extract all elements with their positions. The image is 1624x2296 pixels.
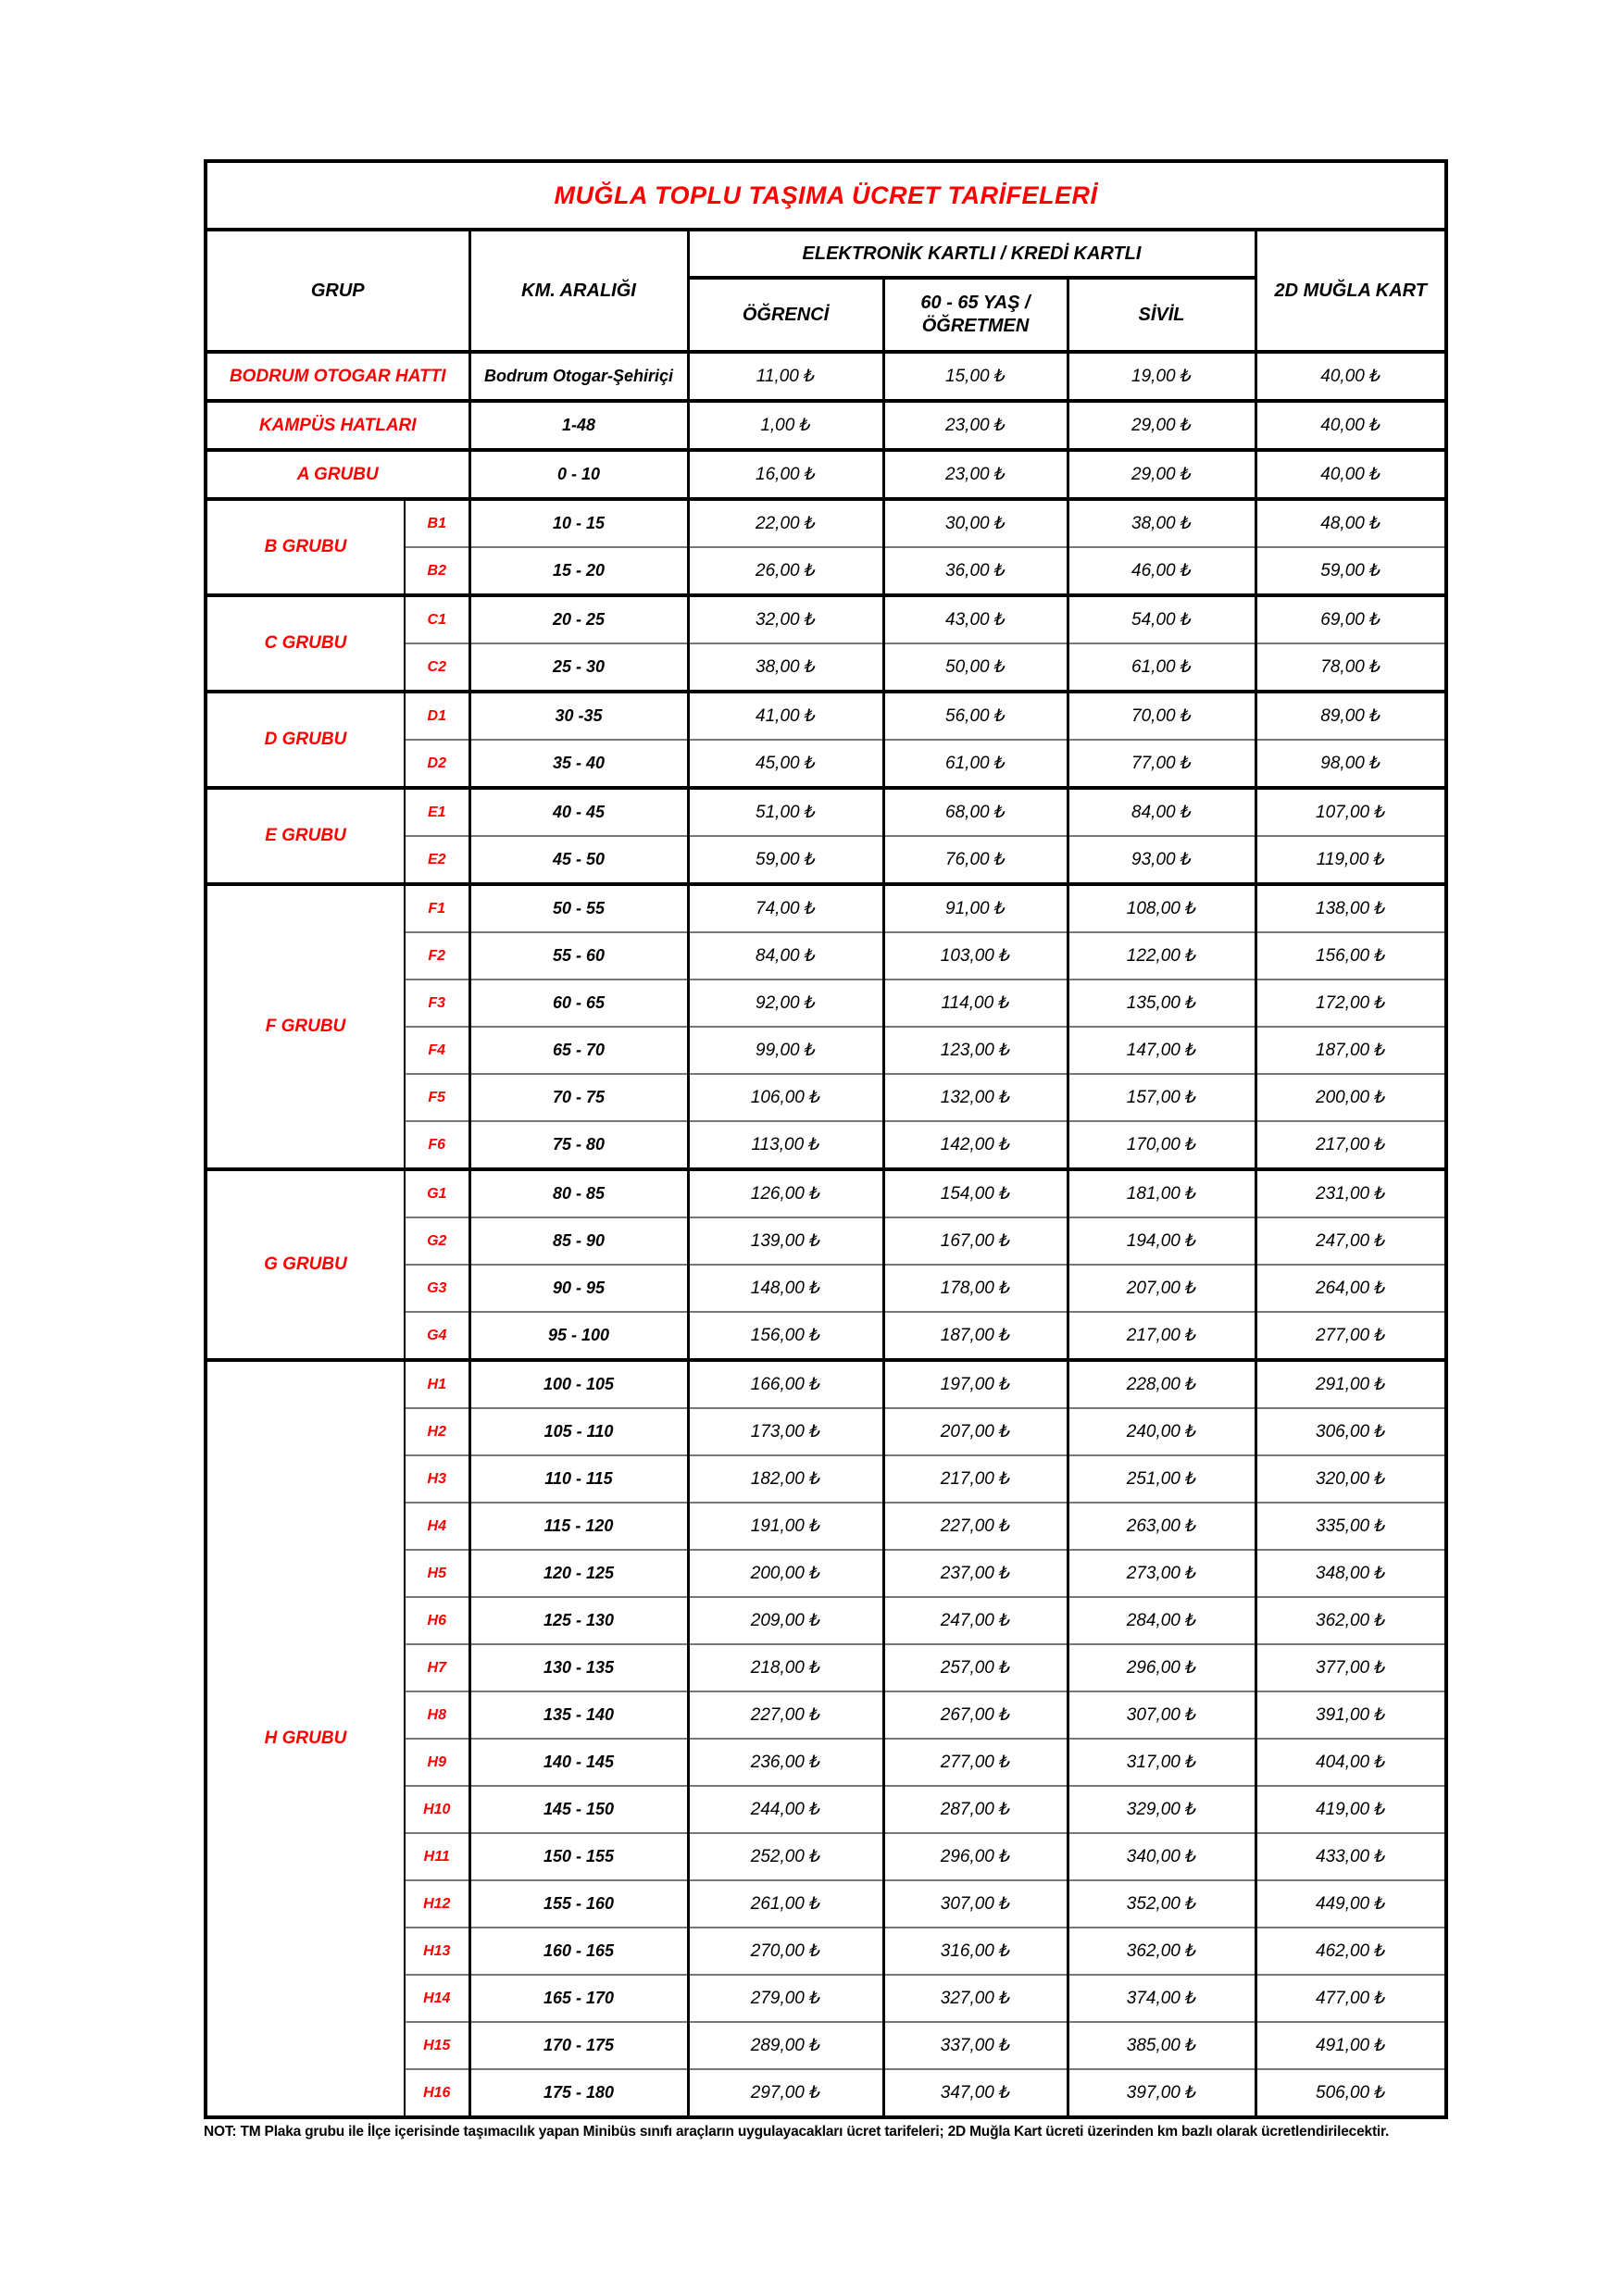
fare-mugla-kart-cell: 320,00 ₺: [1255, 1455, 1446, 1503]
fare-yas-ogretmen-cell: 36,00 ₺: [883, 547, 1068, 595]
group-code-cell: G2: [405, 1217, 469, 1265]
group-label-cell: D GRUBU: [206, 692, 405, 788]
fare-sivil-cell: 307,00 ₺: [1068, 1691, 1255, 1739]
fare-yas-ogretmen-cell: 187,00 ₺: [883, 1312, 1068, 1360]
group-code-cell: H14: [405, 1975, 469, 2022]
group-code-cell: H12: [405, 1880, 469, 1928]
fare-ogrenci-cell: 139,00 ₺: [688, 1217, 883, 1265]
fare-sivil-cell: 84,00 ₺: [1068, 788, 1255, 836]
fare-ogrenci-cell: 16,00 ₺: [688, 450, 883, 499]
km-range-cell: 130 - 135: [469, 1644, 688, 1691]
fare-sivil-cell: 194,00 ₺: [1068, 1217, 1255, 1265]
fare-sivil-cell: 273,00 ₺: [1068, 1550, 1255, 1597]
fare-mugla-kart-cell: 377,00 ₺: [1255, 1644, 1446, 1691]
fare-mugla-kart-cell: 335,00 ₺: [1255, 1503, 1446, 1550]
fare-sivil-cell: 70,00 ₺: [1068, 692, 1255, 740]
fare-ogrenci-cell: 51,00 ₺: [688, 788, 883, 836]
km-range-cell: 85 - 90: [469, 1217, 688, 1265]
km-range-cell: 165 - 170: [469, 1975, 688, 2022]
fare-mugla-kart-cell: 48,00 ₺: [1255, 499, 1446, 547]
fare-yas-ogretmen-cell: 114,00 ₺: [883, 980, 1068, 1027]
km-range-cell: 110 - 115: [469, 1455, 688, 1503]
fare-yas-ogretmen-cell: 167,00 ₺: [883, 1217, 1068, 1265]
km-range-cell: 55 - 60: [469, 932, 688, 980]
fare-mugla-kart-cell: 491,00 ₺: [1255, 2022, 1446, 2069]
fare-sivil-cell: 108,00 ₺: [1068, 884, 1255, 932]
group-code-cell: G3: [405, 1265, 469, 1312]
fare-yas-ogretmen-cell: 337,00 ₺: [883, 2022, 1068, 2069]
fare-sivil-cell: 374,00 ₺: [1068, 1975, 1255, 2022]
fare-ogrenci-cell: 106,00 ₺: [688, 1074, 883, 1121]
km-range-cell: 50 - 55: [469, 884, 688, 932]
group-code-cell: F6: [405, 1121, 469, 1169]
header-2d-mugla-kart: 2D MUĞLA KART: [1255, 230, 1446, 352]
fare-ogrenci-cell: 59,00 ₺: [688, 836, 883, 884]
fare-ogrenci-cell: 244,00 ₺: [688, 1786, 883, 1833]
km-range-cell: 125 - 130: [469, 1597, 688, 1644]
fare-sivil-cell: 147,00 ₺: [1068, 1027, 1255, 1074]
fare-yas-ogretmen-cell: 347,00 ₺: [883, 2069, 1068, 2117]
group-label-cell: KAMPÜS HATLARI: [206, 401, 469, 450]
fare-ogrenci-cell: 209,00 ₺: [688, 1597, 883, 1644]
fare-yas-ogretmen-cell: 257,00 ₺: [883, 1644, 1068, 1691]
fare-mugla-kart-cell: 69,00 ₺: [1255, 595, 1446, 643]
fare-sivil-cell: 296,00 ₺: [1068, 1644, 1255, 1691]
fare-mugla-kart-cell: 217,00 ₺: [1255, 1121, 1446, 1169]
fare-yas-ogretmen-cell: 277,00 ₺: [883, 1739, 1068, 1786]
fare-sivil-cell: 54,00 ₺: [1068, 595, 1255, 643]
fare-table: [204, 159, 1448, 2119]
fare-mugla-kart-cell: 462,00 ₺: [1255, 1928, 1446, 1975]
fare-yas-ogretmen-cell: 61,00 ₺: [883, 740, 1068, 788]
km-range-cell: Bodrum Otogar-Şehiriçi: [469, 352, 688, 401]
fare-mugla-kart-cell: 40,00 ₺: [1255, 450, 1446, 499]
fare-mugla-kart-cell: 40,00 ₺: [1255, 401, 1446, 450]
fare-yas-ogretmen-cell: 197,00 ₺: [883, 1360, 1068, 1408]
km-range-cell: 70 - 75: [469, 1074, 688, 1121]
km-range-cell: 170 - 175: [469, 2022, 688, 2069]
fare-row: [206, 450, 1446, 499]
fare-mugla-kart-cell: 277,00 ₺: [1255, 1312, 1446, 1360]
km-range-cell: 60 - 65: [469, 980, 688, 1027]
fare-mugla-kart-cell: 138,00 ₺: [1255, 884, 1446, 932]
fare-yas-ogretmen-cell: 91,00 ₺: [883, 884, 1068, 932]
fare-ogrenci-cell: 113,00 ₺: [688, 1121, 883, 1169]
fare-ogrenci-cell: 173,00 ₺: [688, 1408, 883, 1455]
fare-ogrenci-cell: 32,00 ₺: [688, 595, 883, 643]
group-code-cell: H13: [405, 1928, 469, 1975]
fare-row: [206, 884, 1446, 932]
km-range-cell: 10 - 15: [469, 499, 688, 547]
fare-ogrenci-cell: 200,00 ₺: [688, 1550, 883, 1597]
fare-yas-ogretmen-cell: 76,00 ₺: [883, 836, 1068, 884]
km-range-cell: 90 - 95: [469, 1265, 688, 1312]
km-range-cell: 35 - 40: [469, 740, 688, 788]
fare-sivil-cell: 329,00 ₺: [1068, 1786, 1255, 1833]
fare-sivil-cell: 46,00 ₺: [1068, 547, 1255, 595]
fare-ogrenci-cell: 22,00 ₺: [688, 499, 883, 547]
group-label-cell: G GRUBU: [206, 1169, 405, 1360]
group-code-cell: C1: [405, 595, 469, 643]
fare-mugla-kart-cell: 187,00 ₺: [1255, 1027, 1446, 1074]
fare-ogrenci-cell: 289,00 ₺: [688, 2022, 883, 2069]
group-code-cell: H15: [405, 2022, 469, 2069]
km-range-cell: 65 - 70: [469, 1027, 688, 1074]
fare-yas-ogretmen-cell: 23,00 ₺: [883, 401, 1068, 450]
fare-sivil-cell: 240,00 ₺: [1068, 1408, 1255, 1455]
header-elektronik-kartli: ELEKTRONİK KARTLI / KREDİ KARTLI: [688, 230, 1255, 278]
fare-yas-ogretmen-cell: 207,00 ₺: [883, 1408, 1068, 1455]
fare-ogrenci-cell: 92,00 ₺: [688, 980, 883, 1027]
fare-sivil-cell: 263,00 ₺: [1068, 1503, 1255, 1550]
group-code-cell: H3: [405, 1455, 469, 1503]
km-range-cell: 175 - 180: [469, 2069, 688, 2117]
fare-ogrenci-cell: 236,00 ₺: [688, 1739, 883, 1786]
fare-row: [206, 1169, 1446, 1217]
fare-sivil-cell: 122,00 ₺: [1068, 932, 1255, 980]
fare-ogrenci-cell: 74,00 ₺: [688, 884, 883, 932]
title-row: [206, 161, 1446, 230]
fare-yas-ogretmen-cell: 217,00 ₺: [883, 1455, 1068, 1503]
fare-sivil-cell: 93,00 ₺: [1068, 836, 1255, 884]
fare-sivil-cell: 362,00 ₺: [1068, 1928, 1255, 1975]
fare-ogrenci-cell: 1,00 ₺: [688, 401, 883, 450]
group-code-cell: H5: [405, 1550, 469, 1597]
group-code-cell: D1: [405, 692, 469, 740]
fare-mugla-kart-cell: 59,00 ₺: [1255, 547, 1446, 595]
fare-sivil-cell: 251,00 ₺: [1068, 1455, 1255, 1503]
fare-mugla-kart-cell: 506,00 ₺: [1255, 2069, 1446, 2117]
fare-row: [206, 401, 1446, 450]
header-yas-line2: ÖĞRETMEN: [921, 316, 1030, 336]
group-label-cell: F GRUBU: [206, 884, 405, 1169]
fare-sivil-cell: 29,00 ₺: [1068, 450, 1255, 499]
group-code-cell: E1: [405, 788, 469, 836]
fare-row: [206, 1360, 1446, 1408]
fare-yas-ogretmen-cell: 43,00 ₺: [883, 595, 1068, 643]
group-code-cell: H16: [405, 2069, 469, 2117]
fare-mugla-kart-cell: 107,00 ₺: [1255, 788, 1446, 836]
km-range-cell: 155 - 160: [469, 1880, 688, 1928]
fare-yas-ogretmen-cell: 50,00 ₺: [883, 643, 1068, 692]
group-label-cell: A GRUBU: [206, 450, 469, 499]
header-yas-line1: 60 - 65 YAŞ /: [920, 293, 1031, 313]
group-code-cell: F5: [405, 1074, 469, 1121]
fare-ogrenci-cell: 11,00 ₺: [688, 352, 883, 401]
fare-mugla-kart-cell: 247,00 ₺: [1255, 1217, 1446, 1265]
fare-mugla-kart-cell: 200,00 ₺: [1255, 1074, 1446, 1121]
fare-mugla-kart-cell: 119,00 ₺: [1255, 836, 1446, 884]
fare-ogrenci-cell: 166,00 ₺: [688, 1360, 883, 1408]
group-code-cell: H9: [405, 1739, 469, 1786]
km-range-cell: 1-48: [469, 401, 688, 450]
km-range-cell: 135 - 140: [469, 1691, 688, 1739]
fare-mugla-kart-cell: 362,00 ₺: [1255, 1597, 1446, 1644]
fare-mugla-kart-cell: 419,00 ₺: [1255, 1786, 1446, 1833]
fare-row: [206, 352, 1446, 401]
fare-sivil-cell: 61,00 ₺: [1068, 643, 1255, 692]
fare-ogrenci-cell: 261,00 ₺: [688, 1880, 883, 1928]
km-range-cell: 150 - 155: [469, 1833, 688, 1880]
page-title: MUĞLA TOPLU TAŞIMA ÜCRET TARİFELERİ: [554, 181, 1098, 209]
group-code-cell: H8: [405, 1691, 469, 1739]
fare-yas-ogretmen-cell: 327,00 ₺: [883, 1975, 1068, 2022]
fare-yas-ogretmen-cell: 227,00 ₺: [883, 1503, 1068, 1550]
km-range-cell: 0 - 10: [469, 450, 688, 499]
km-range-cell: 80 - 85: [469, 1169, 688, 1217]
footnote-note: NOT: TM Plaka grubu ile İlçe içerisinde taşımacılık yapan Minibüs sınıfı araçların uygulayacakları ücret tarifeleri; 2D Muğla Kart ücreti üzerinden km bazlı olarak ücretlendirilecektir.: [204, 2124, 1390, 2140]
fare-yas-ogretmen-cell: 247,00 ₺: [883, 1597, 1068, 1644]
fare-sivil-cell: 29,00 ₺: [1068, 401, 1255, 450]
group-code-cell: B2: [405, 547, 469, 595]
km-range-cell: 40 - 45: [469, 788, 688, 836]
fare-sivil-cell: 135,00 ₺: [1068, 980, 1255, 1027]
km-range-cell: 25 - 30: [469, 643, 688, 692]
fare-mugla-kart-cell: 89,00 ₺: [1255, 692, 1446, 740]
km-range-cell: 100 - 105: [469, 1360, 688, 1408]
fare-ogrenci-cell: 270,00 ₺: [688, 1928, 883, 1975]
fare-mugla-kart-cell: 40,00 ₺: [1255, 352, 1446, 401]
fare-ogrenci-cell: 279,00 ₺: [688, 1975, 883, 2022]
fare-yas-ogretmen-cell: 23,00 ₺: [883, 450, 1068, 499]
header-sivil: SİVİL: [1068, 278, 1255, 352]
group-code-cell: H11: [405, 1833, 469, 1880]
fare-sivil-cell: 38,00 ₺: [1068, 499, 1255, 547]
fare-mugla-kart-cell: 348,00 ₺: [1255, 1550, 1446, 1597]
group-code-cell: H6: [405, 1597, 469, 1644]
header-ogrenci: ÖĞRENCİ: [688, 278, 883, 352]
fare-yas-ogretmen-cell: 132,00 ₺: [883, 1074, 1068, 1121]
km-range-cell: 45 - 50: [469, 836, 688, 884]
fare-yas-ogretmen-cell: 178,00 ₺: [883, 1265, 1068, 1312]
km-range-cell: 120 - 125: [469, 1550, 688, 1597]
fare-yas-ogretmen-cell: 123,00 ₺: [883, 1027, 1068, 1074]
fare-yas-ogretmen-cell: 287,00 ₺: [883, 1786, 1068, 1833]
fare-ogrenci-cell: 297,00 ₺: [688, 2069, 883, 2117]
group-code-cell: E2: [405, 836, 469, 884]
group-code-cell: D2: [405, 740, 469, 788]
fare-yas-ogretmen-cell: 267,00 ₺: [883, 1691, 1068, 1739]
fare-mugla-kart-cell: 404,00 ₺: [1255, 1739, 1446, 1786]
fare-sivil-cell: 397,00 ₺: [1068, 2069, 1255, 2117]
fare-yas-ogretmen-cell: 56,00 ₺: [883, 692, 1068, 740]
km-range-cell: 30 -35: [469, 692, 688, 740]
fare-yas-ogretmen-cell: 307,00 ₺: [883, 1880, 1068, 1928]
fare-ogrenci-cell: 84,00 ₺: [688, 932, 883, 980]
fare-mugla-kart-cell: 172,00 ₺: [1255, 980, 1446, 1027]
fare-ogrenci-cell: 191,00 ₺: [688, 1503, 883, 1550]
fare-ogrenci-cell: 182,00 ₺: [688, 1455, 883, 1503]
fare-sivil-cell: 170,00 ₺: [1068, 1121, 1255, 1169]
fare-yas-ogretmen-cell: 103,00 ₺: [883, 932, 1068, 980]
km-range-cell: 145 - 150: [469, 1786, 688, 1833]
fare-sivil-cell: 207,00 ₺: [1068, 1265, 1255, 1312]
fare-mugla-kart-cell: 156,00 ₺: [1255, 932, 1446, 980]
header-grup: GRUP: [206, 230, 469, 352]
km-range-cell: 95 - 100: [469, 1312, 688, 1360]
km-range-cell: 75 - 80: [469, 1121, 688, 1169]
group-code-cell: H4: [405, 1503, 469, 1550]
fare-sivil-cell: 284,00 ₺: [1068, 1597, 1255, 1644]
fare-mugla-kart-cell: 291,00 ₺: [1255, 1360, 1446, 1408]
group-label-cell: H GRUBU: [206, 1360, 405, 2117]
fare-mugla-kart-cell: 231,00 ₺: [1255, 1169, 1446, 1217]
fare-sivil-cell: 385,00 ₺: [1068, 2022, 1255, 2069]
fare-mugla-kart-cell: 449,00 ₺: [1255, 1880, 1446, 1928]
header-row-1: [206, 230, 1446, 278]
fare-row: [206, 692, 1446, 740]
fare-ogrenci-cell: 126,00 ₺: [688, 1169, 883, 1217]
fare-ogrenci-cell: 227,00 ₺: [688, 1691, 883, 1739]
group-code-cell: B1: [405, 499, 469, 547]
fare-mugla-kart-cell: 477,00 ₺: [1255, 1975, 1446, 2022]
group-code-cell: F1: [405, 884, 469, 932]
group-code-cell: H7: [405, 1644, 469, 1691]
fare-ogrenci-cell: 156,00 ₺: [688, 1312, 883, 1360]
group-code-cell: F2: [405, 932, 469, 980]
group-label-cell: E GRUBU: [206, 788, 405, 884]
km-range-cell: 140 - 145: [469, 1739, 688, 1786]
fare-table-body: [206, 352, 1446, 2117]
header-km-araligi: KM. ARALIĞI: [469, 230, 688, 352]
fare-mugla-kart-cell: 78,00 ₺: [1255, 643, 1446, 692]
fare-yas-ogretmen-cell: 237,00 ₺: [883, 1550, 1068, 1597]
fare-row: [206, 499, 1446, 547]
fare-sivil-cell: 340,00 ₺: [1068, 1833, 1255, 1880]
fare-yas-ogretmen-cell: 68,00 ₺: [883, 788, 1068, 836]
fare-mugla-kart-cell: 391,00 ₺: [1255, 1691, 1446, 1739]
header-yas-ogretmen: [883, 278, 1068, 352]
fare-ogrenci-cell: 99,00 ₺: [688, 1027, 883, 1074]
fare-row: [206, 788, 1446, 836]
km-range-cell: 160 - 165: [469, 1928, 688, 1975]
group-code-cell: F3: [405, 980, 469, 1027]
fare-sivil-cell: 228,00 ₺: [1068, 1360, 1255, 1408]
km-range-cell: 15 - 20: [469, 547, 688, 595]
fare-ogrenci-cell: 26,00 ₺: [688, 547, 883, 595]
group-code-cell: G4: [405, 1312, 469, 1360]
fare-ogrenci-cell: 38,00 ₺: [688, 643, 883, 692]
fare-yas-ogretmen-cell: 296,00 ₺: [883, 1833, 1068, 1880]
group-code-cell: H2: [405, 1408, 469, 1455]
fare-yas-ogretmen-cell: 154,00 ₺: [883, 1169, 1068, 1217]
km-range-cell: 20 - 25: [469, 595, 688, 643]
fare-mugla-kart-cell: 264,00 ₺: [1255, 1265, 1446, 1312]
km-range-cell: 105 - 110: [469, 1408, 688, 1455]
fare-yas-ogretmen-cell: 30,00 ₺: [883, 499, 1068, 547]
fare-ogrenci-cell: 148,00 ₺: [688, 1265, 883, 1312]
fare-ogrenci-cell: 252,00 ₺: [688, 1833, 883, 1880]
km-range-cell: 115 - 120: [469, 1503, 688, 1550]
fare-mugla-kart-cell: 98,00 ₺: [1255, 740, 1446, 788]
fare-sivil-cell: 77,00 ₺: [1068, 740, 1255, 788]
fare-mugla-kart-cell: 306,00 ₺: [1255, 1408, 1446, 1455]
fare-ogrenci-cell: 218,00 ₺: [688, 1644, 883, 1691]
group-label-cell: BODRUM OTOGAR HATTI: [206, 352, 469, 401]
group-code-cell: C2: [405, 643, 469, 692]
group-label-cell: B GRUBU: [206, 499, 405, 595]
fare-yas-ogretmen-cell: 15,00 ₺: [883, 352, 1068, 401]
fare-ogrenci-cell: 41,00 ₺: [688, 692, 883, 740]
tariff-sheet: [204, 159, 1445, 2140]
fare-ogrenci-cell: 45,00 ₺: [688, 740, 883, 788]
fare-sivil-cell: 317,00 ₺: [1068, 1739, 1255, 1786]
fare-sivil-cell: 157,00 ₺: [1068, 1074, 1255, 1121]
group-code-cell: G1: [405, 1169, 469, 1217]
fare-row: [206, 595, 1446, 643]
fare-sivil-cell: 181,00 ₺: [1068, 1169, 1255, 1217]
fare-sivil-cell: 217,00 ₺: [1068, 1312, 1255, 1360]
fare-sivil-cell: 19,00 ₺: [1068, 352, 1255, 401]
fare-yas-ogretmen-cell: 142,00 ₺: [883, 1121, 1068, 1169]
fare-mugla-kart-cell: 433,00 ₺: [1255, 1833, 1446, 1880]
fare-sivil-cell: 352,00 ₺: [1068, 1880, 1255, 1928]
group-code-cell: H1: [405, 1360, 469, 1408]
group-code-cell: F4: [405, 1027, 469, 1074]
group-code-cell: H10: [405, 1786, 469, 1833]
group-label-cell: C GRUBU: [206, 595, 405, 692]
fare-yas-ogretmen-cell: 316,00 ₺: [883, 1928, 1068, 1975]
